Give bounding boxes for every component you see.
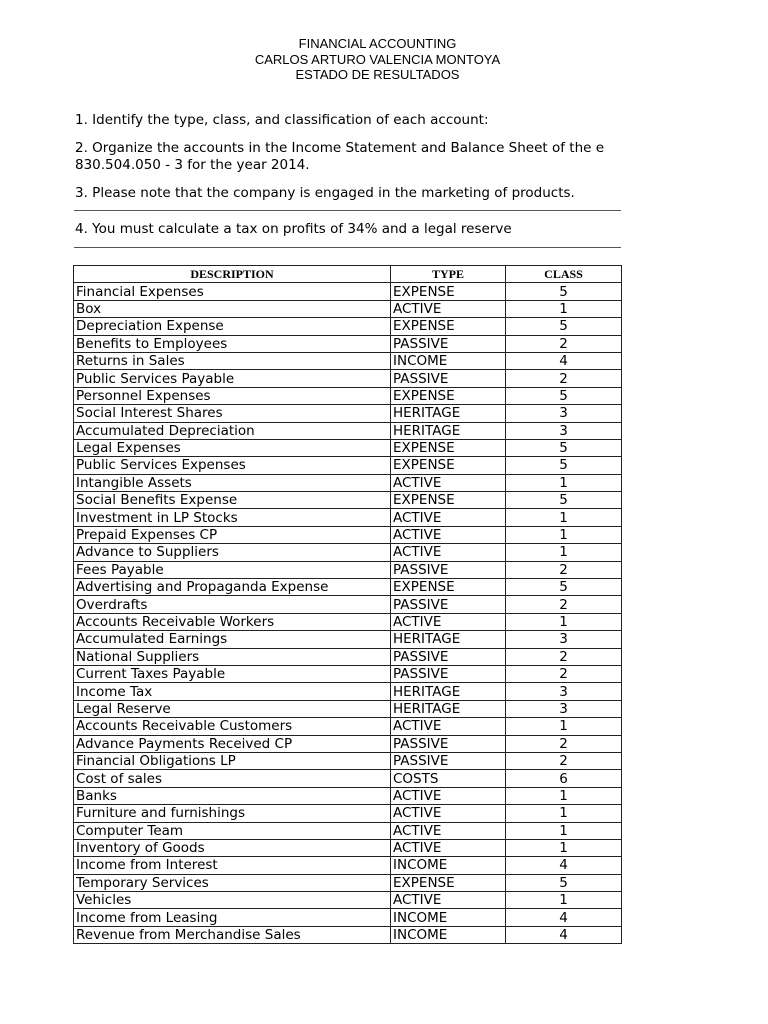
- account-class: 5: [506, 579, 622, 596]
- account-class: 1: [506, 613, 622, 630]
- account-description: Public Services Payable: [74, 370, 391, 387]
- account-class: 3: [506, 683, 622, 700]
- account-class: 1: [506, 509, 622, 526]
- table-row: [74, 387, 622, 404]
- table-row: [74, 718, 622, 735]
- account-class: 1: [506, 805, 622, 822]
- account-class: 4: [506, 909, 622, 926]
- account-description: Financial Obligations LP: [74, 752, 391, 769]
- account-type: ACTIVE: [391, 544, 506, 561]
- table-row: [74, 752, 622, 769]
- account-type: PASSIVE: [391, 752, 506, 769]
- account-class: 4: [506, 857, 622, 874]
- instruction-4: 4. You must calculate a tax on profits of 34% and a legal reserve: [75, 221, 512, 237]
- account-description: Computer Team: [74, 822, 391, 839]
- account-type: HERITAGE: [391, 422, 506, 439]
- table-row: [74, 787, 622, 804]
- account-class: 1: [506, 787, 622, 804]
- account-class: 1: [506, 718, 622, 735]
- table-row: [74, 665, 622, 682]
- table-row: [74, 909, 622, 926]
- account-class: 1: [506, 526, 622, 543]
- account-description: Advance Payments Received CP: [74, 735, 391, 752]
- account-description: Banks: [74, 787, 391, 804]
- table-row: [74, 892, 622, 909]
- divider-bottom: [74, 247, 621, 248]
- table-row: [74, 544, 622, 561]
- account-type: INCOME: [391, 352, 506, 369]
- account-type: EXPENSE: [391, 492, 506, 509]
- account-type: ACTIVE: [391, 526, 506, 543]
- account-description: Public Services Expenses: [74, 457, 391, 474]
- account-type: ACTIVE: [391, 787, 506, 804]
- account-type: EXPENSE: [391, 387, 506, 404]
- account-class: 5: [506, 318, 622, 335]
- account-description: Income from Leasing: [74, 909, 391, 926]
- table-row: [74, 735, 622, 752]
- account-class: 3: [506, 405, 622, 422]
- account-type: PASSIVE: [391, 665, 506, 682]
- account-type: ACTIVE: [391, 718, 506, 735]
- account-description: Accounts Receivable Workers: [74, 613, 391, 630]
- account-class: 2: [506, 735, 622, 752]
- accounts-table: [73, 265, 622, 944]
- account-description: Advertising and Propaganda Expense: [74, 579, 391, 596]
- account-description: Advance to Suppliers: [74, 544, 391, 561]
- account-class: 4: [506, 926, 622, 943]
- account-type: PASSIVE: [391, 370, 506, 387]
- account-type: ACTIVE: [391, 822, 506, 839]
- table-row: [74, 318, 622, 335]
- account-description: Intangible Assets: [74, 474, 391, 491]
- account-class: 1: [506, 892, 622, 909]
- account-description: Accumulated Earnings: [74, 631, 391, 648]
- account-description: Inventory of Goods: [74, 839, 391, 856]
- account-class: 2: [506, 370, 622, 387]
- table-row: [74, 300, 622, 317]
- table-row: [74, 822, 622, 839]
- account-class: 2: [506, 335, 622, 352]
- account-description: National Suppliers: [74, 648, 391, 665]
- account-type: HERITAGE: [391, 683, 506, 700]
- account-description: Legal Reserve: [74, 700, 391, 717]
- instruction-2-line-2: 830.504.050 - 3 for the year 2014.: [75, 157, 310, 173]
- account-type: HERITAGE: [391, 405, 506, 422]
- table-row: [74, 405, 622, 422]
- account-class: 1: [506, 544, 622, 561]
- account-description: Investment in LP Stocks: [74, 509, 391, 526]
- account-description: Furniture and furnishings: [74, 805, 391, 822]
- account-type: COSTS: [391, 770, 506, 787]
- account-class: 5: [506, 283, 622, 300]
- table-row: [74, 683, 622, 700]
- table-row: [74, 352, 622, 369]
- author-name: CARLOS ARTURO VALENCIA MONTOYA: [254, 51, 501, 67]
- account-class: 3: [506, 700, 622, 717]
- account-class: 3: [506, 422, 622, 439]
- account-class: 2: [506, 561, 622, 578]
- account-description: Social Interest Shares: [74, 405, 391, 422]
- account-type: INCOME: [391, 909, 506, 926]
- column-header-type: TYPE: [391, 266, 506, 283]
- table-row: [74, 526, 622, 543]
- table-row: [74, 335, 622, 352]
- account-description: Depreciation Expense: [74, 318, 391, 335]
- account-class: 5: [506, 492, 622, 509]
- table-row: [74, 613, 622, 630]
- account-type: ACTIVE: [391, 474, 506, 491]
- account-description: Financial Expenses: [74, 283, 391, 300]
- account-description: Accounts Receivable Customers: [74, 718, 391, 735]
- table-row: [74, 439, 622, 456]
- account-description: Cost of sales: [74, 770, 391, 787]
- account-description: Overdrafts: [74, 596, 391, 613]
- table-row: [74, 700, 622, 717]
- table-row: [74, 492, 622, 509]
- account-description: Accumulated Depreciation: [74, 422, 391, 439]
- account-class: 1: [506, 822, 622, 839]
- account-class: 5: [506, 874, 622, 891]
- table-row: [74, 770, 622, 787]
- instruction-2-line-1: 2. Organize the accounts in the Income Statement and Balance Sheet of the e: [75, 140, 605, 156]
- account-description: Legal Expenses: [74, 439, 391, 456]
- table-row: [74, 596, 622, 613]
- table-row: [74, 422, 622, 439]
- account-type: EXPENSE: [391, 457, 506, 474]
- account-description: Temporary Services: [74, 874, 391, 891]
- table-row: [74, 648, 622, 665]
- account-type: EXPENSE: [391, 874, 506, 891]
- table-row: [74, 579, 622, 596]
- table-header-row: [74, 266, 622, 283]
- account-description: Income Tax: [74, 683, 391, 700]
- table-row: [74, 509, 622, 526]
- account-class: 2: [506, 648, 622, 665]
- account-type: EXPENSE: [391, 283, 506, 300]
- account-description: Personnel Expenses: [74, 387, 391, 404]
- divider-top: [74, 210, 621, 211]
- table-row: [74, 839, 622, 856]
- account-type: ACTIVE: [391, 300, 506, 317]
- account-type: EXPENSE: [391, 318, 506, 335]
- account-description: Current Taxes Payable: [74, 665, 391, 682]
- account-type: HERITAGE: [391, 631, 506, 648]
- account-class: 5: [506, 457, 622, 474]
- document-title: ESTADO DE RESULTADOS: [295, 67, 460, 82]
- account-description: Income from Interest: [74, 857, 391, 874]
- document-header: [0, 36, 755, 83]
- account-type: INCOME: [391, 857, 506, 874]
- account-type: PASSIVE: [391, 596, 506, 613]
- account-type: PASSIVE: [391, 335, 506, 352]
- account-class: 2: [506, 752, 622, 769]
- account-class: 2: [506, 596, 622, 613]
- account-description: Returns in Sales: [74, 352, 391, 369]
- table-row: [74, 874, 622, 891]
- table-row: [74, 805, 622, 822]
- table-row: [74, 857, 622, 874]
- account-description: Fees Payable: [74, 561, 391, 578]
- account-type: ACTIVE: [391, 805, 506, 822]
- account-class: 4: [506, 352, 622, 369]
- account-description: Social Benefits Expense: [74, 492, 391, 509]
- column-header-description: DESCRIPTION: [74, 266, 391, 283]
- table-row: [74, 457, 622, 474]
- account-type: PASSIVE: [391, 648, 506, 665]
- account-class: 5: [506, 387, 622, 404]
- instruction-3: 3. Please note that the company is engaged in the marketing of products.: [75, 185, 575, 201]
- account-description: Revenue from Merchandise Sales: [74, 926, 391, 943]
- account-description: Prepaid Expenses CP: [74, 526, 391, 543]
- account-description: Box: [74, 300, 391, 317]
- account-type: PASSIVE: [391, 561, 506, 578]
- account-type: HERITAGE: [391, 700, 506, 717]
- account-type: ACTIVE: [391, 613, 506, 630]
- account-description: Benefits to Employees: [74, 335, 391, 352]
- account-type: EXPENSE: [391, 579, 506, 596]
- account-class: 2: [506, 665, 622, 682]
- account-type: ACTIVE: [391, 892, 506, 909]
- account-class: 5: [506, 439, 622, 456]
- table-row: [74, 370, 622, 387]
- account-type: EXPENSE: [391, 439, 506, 456]
- instruction-1: 1. Identify the type, class, and classification of each account:: [75, 112, 489, 128]
- table-row: [74, 926, 622, 943]
- account-class: 1: [506, 839, 622, 856]
- account-type: INCOME: [391, 926, 506, 943]
- account-type: ACTIVE: [391, 509, 506, 526]
- course-title: FINANCIAL ACCOUNTING: [298, 36, 457, 51]
- account-class: 6: [506, 770, 622, 787]
- account-class: 3: [506, 631, 622, 648]
- table-row: [74, 283, 622, 300]
- table-row: [74, 561, 622, 578]
- table-row: [74, 474, 622, 491]
- account-class: 1: [506, 300, 622, 317]
- account-description: Vehicles: [74, 892, 391, 909]
- column-header-class: CLASS: [506, 266, 622, 283]
- table-row: [74, 631, 622, 648]
- account-type: ACTIVE: [391, 839, 506, 856]
- account-type: PASSIVE: [391, 735, 506, 752]
- account-class: 1: [506, 474, 622, 491]
